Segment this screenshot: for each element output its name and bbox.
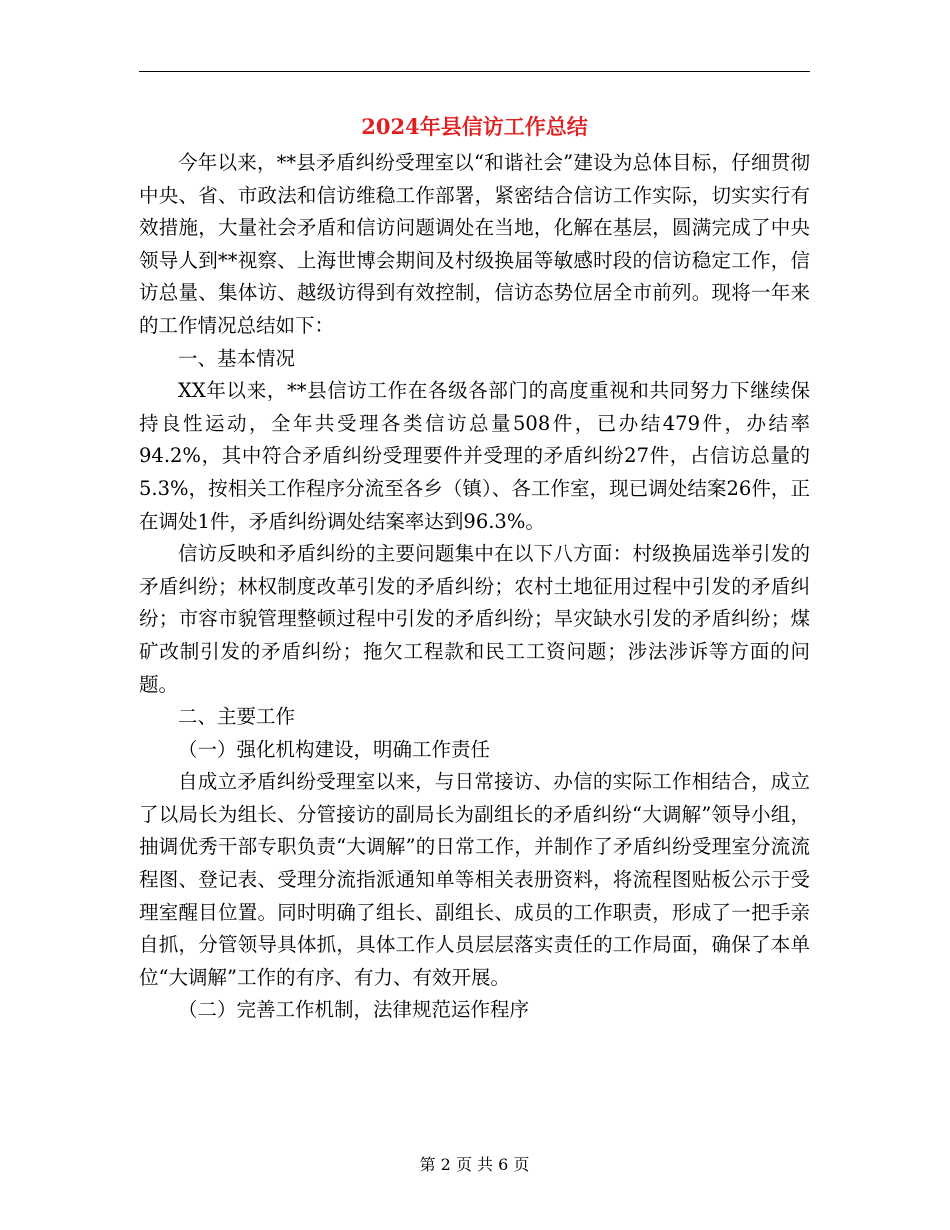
page-footer: 第 2 页 共 6 页 — [419, 1155, 530, 1174]
subsection-heading-1: （一）强化机构建设，明确工作责任 — [178, 737, 491, 761]
paragraph-basic-stats: XX年以来，**县信访工作在各级各部门的高度重视和共同努力下继续保持良性运动，全年共受理各类信访总量508件，已办结479件，办结率94.2%，其中符合矛盾纠纷受理要件并受理的矛盾纠纷27件，占信访总量的5.3%，按相关工作程序分流至各乡（镇）、各工作室，现已调处结案26件，正在调处1件，矛盾纠纷调处结案率达到96.3%。 — [139, 379, 810, 533]
paragraph-intro: 今年以来，**县矛盾纠纷受理室以“和谐社会”建设为总体目标，仔细贯彻中央、省、市政法和信访维稳工作部署，紧密结合信访工作实际，切实实行有效措施，大量社会矛盾和信访问题调处在当地，化解在基层，圆满完成了中央领导人到**视察、上海世博会期间及村级换届等敏感时段的信访稳定工作，信访总量、集体访、越级访得到有效控制，信访态势位居全市前列。现将一年来的工作情况总结如下： — [139, 151, 810, 337]
section-heading-basic: 一、基本情况 — [178, 346, 296, 370]
document-title: 2024年县信访工作总结 — [361, 114, 588, 139]
subsection-heading-2: （二）完善工作机制，法律规范运作程序 — [178, 998, 530, 1022]
paragraph-main-issues: 信访反映和矛盾纠纷的主要问题集中在以下八方面：村级换届选举引发的矛盾纠纷；林权制度改革引发的矛盾纠纷；农村土地征用过程中引发的矛盾纠纷；市容市貌管理整顿过程中引发的矛盾纠纷；旱灾缺水引发的矛盾纠纷；煤矿改制引发的矛盾纠纷；拖欠工程款和民工工资问题；涉法涉诉等方面的问题。 — [139, 542, 810, 696]
document-body — [139, 147, 810, 1027]
header-rule — [139, 71, 810, 72]
section-heading-main-work: 二、主要工作 — [178, 705, 296, 729]
paragraph-organization: 自成立矛盾纠纷受理室以来，与日常接访、办信的实际工作相结合，成立了以局长为组长、分管接访的副局长为副组长的矛盾纠纷“大调解”领导小组，抽调优秀干部专职负责“大调解”的日常工作，并制作了矛盾纠纷受理室分流流程图、登记表、受理分流指派通知单等相关表册资料，将流程图贴板公示于受理室醒目位置。同时明确了组长、副组长、成员的工作职责，形成了一把手亲自抓，分管领导具体抓，具体工作人员层层落实责任的工作局面，确保了本单位“大调解”工作的有序、有力、有效开展。 — [139, 770, 810, 989]
